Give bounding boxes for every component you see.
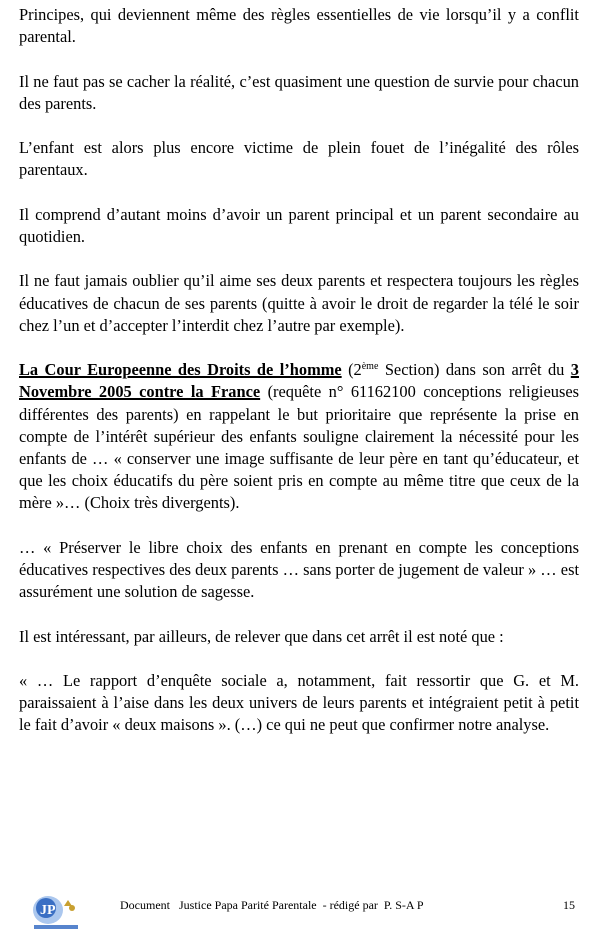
page-number: 15 bbox=[563, 898, 575, 912]
paragraph-9: « … Le rapport d’enquête sociale a, notamment, fait ressortir que G. et M. paraissaient à l’aise dans les deux univers de leurs parents et intégraient petit à petit le fait d’avoir « deux maisons ». (…) ce qui ne peut que confirmer notre analyse. bbox=[19, 670, 579, 735]
ruling-text: (requête n° 61162100 conceptions religieuses différentes des parents) en rappelant le but prioritaire que représente la prise en compte de l’intérêt supérieur des enfants souligne clairement la nécessité pour les enfants de … « conserver une image suffisante de leur père en tant qu’éducateur, et que les choix éducatifs du père soient pris en compte au même titre que ceux de la mère »… (Choix très divergents). bbox=[19, 382, 579, 513]
svg-text:J: J bbox=[40, 903, 47, 918]
paragraph-6 bbox=[19, 359, 579, 514]
section-superscript: ème bbox=[361, 361, 379, 373]
paragraph-4: Il comprend d’autant moins d’avoir un parent principal et un parent secondaire au quotidien. bbox=[19, 204, 579, 246]
paragraph-3: L’enfant est alors plus encore victime de plein fouet de l’inégalité des rôles parentaux. bbox=[19, 138, 579, 180]
ruling-date: 3 Novembre 2005 contre la France bbox=[19, 360, 579, 402]
page-footer bbox=[0, 892, 597, 942]
paragraph-8: Il est intéressant, par ailleurs, de relever que dans cet arrêt il est noté que : bbox=[19, 626, 504, 646]
document-body bbox=[19, 4, 579, 759]
justice-papa-logo-icon bbox=[30, 892, 82, 932]
footer-text: Document Justice Papa Parité Parentale - rédigé par P. S-A P bbox=[120, 898, 424, 912]
court-name: La Cour Europeenne des Droits de l’homme bbox=[19, 360, 342, 380]
paragraph-7: … « Préserver le libre choix des enfants en prenant en compte les conceptions éducatives respectives des deux parents … sans porter de jugement de valeur » … est assurément une solution de sagesse. bbox=[19, 537, 579, 602]
section-post: Section) dans son arrêt du bbox=[378, 360, 571, 380]
svg-text:P: P bbox=[47, 903, 56, 918]
paragraph-1: Principes, qui deviennent même des règles essentielles de vie lorsqu’il y a conflit parental. bbox=[19, 5, 579, 47]
paragraph-2: Il ne faut pas se cacher la réalité, c’est quasiment une question de survie pour chacun des parents. bbox=[19, 71, 579, 113]
section-pre: (2 bbox=[341, 360, 362, 380]
paragraph-5: Il ne faut jamais oublier qu’il aime ses deux parents et respectera toujours les règles éducatives de chacun de ses parents (quitte à avoir le droit de regarder la télé le soir chez l’un et d’accepter l’interdit chez l’autre par exemple). bbox=[19, 271, 579, 335]
